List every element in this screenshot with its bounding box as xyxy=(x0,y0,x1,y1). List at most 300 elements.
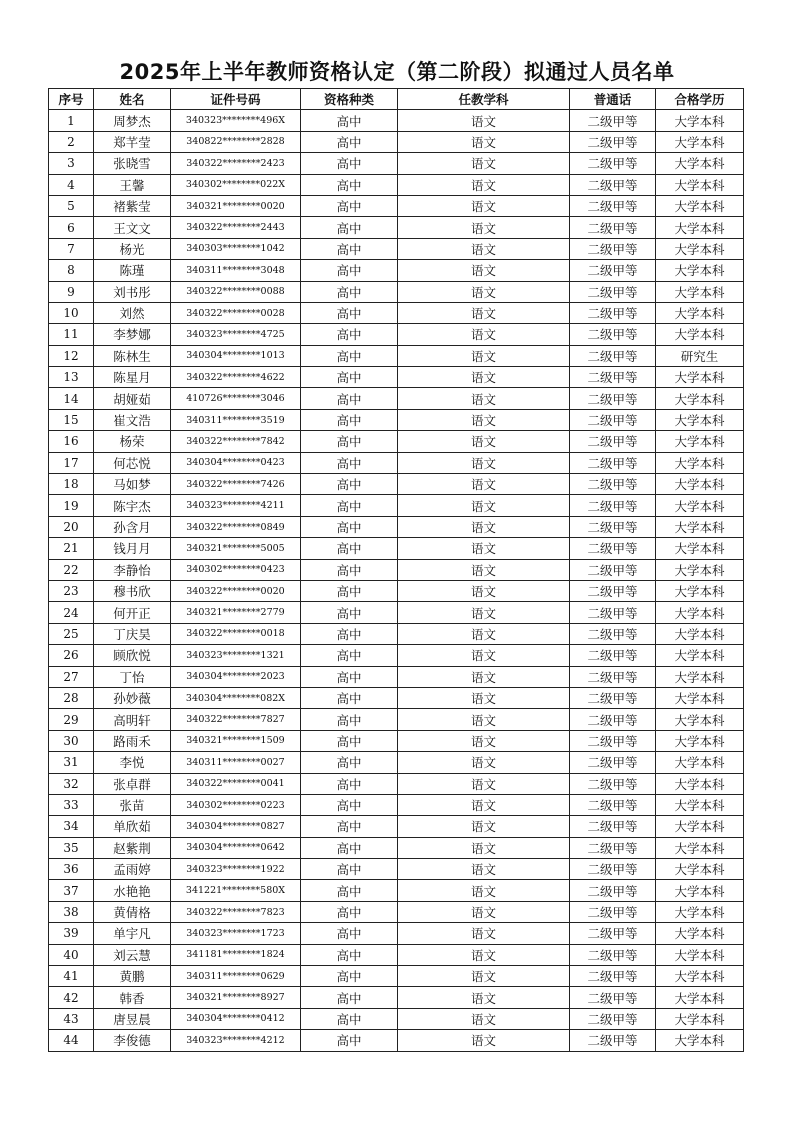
cell-name: 李静怡 xyxy=(94,559,171,580)
cell-qualification-type: 高中 xyxy=(301,666,398,687)
cell-subject: 语文 xyxy=(398,923,570,944)
cell-education: 大学本科 xyxy=(656,474,744,495)
table-row xyxy=(49,816,744,837)
cell-subject: 语文 xyxy=(398,773,570,794)
cell-mandarin-level: 二级甲等 xyxy=(570,773,656,794)
column-header-subject: 任教学科 xyxy=(398,89,570,110)
cell-education: 大学本科 xyxy=(656,1030,744,1051)
cell-mandarin-level: 二级甲等 xyxy=(570,623,656,644)
cell-qualification-type: 高中 xyxy=(301,687,398,708)
cell-subject: 语文 xyxy=(398,474,570,495)
cell-qualification-type: 高中 xyxy=(301,217,398,238)
cell-id-number: 340323********1321 xyxy=(171,645,301,666)
cell-qualification-type: 高中 xyxy=(301,816,398,837)
cell-name: 唐昱晨 xyxy=(94,1008,171,1029)
cell-name: 路雨禾 xyxy=(94,730,171,751)
cell-subject: 语文 xyxy=(398,859,570,880)
cell-qualification-type: 高中 xyxy=(301,388,398,409)
cell-id-number: 340323********496X xyxy=(171,110,301,131)
cell-name: 韩香 xyxy=(94,987,171,1008)
cell-index: 44 xyxy=(49,1030,94,1051)
cell-education: 大学本科 xyxy=(656,388,744,409)
cell-education: 大学本科 xyxy=(656,324,744,345)
cell-mandarin-level: 二级甲等 xyxy=(570,730,656,751)
cell-index: 19 xyxy=(49,495,94,516)
cell-id-number: 340311********0629 xyxy=(171,966,301,987)
cell-mandarin-level: 二级甲等 xyxy=(570,217,656,238)
table-row xyxy=(49,1030,744,1051)
cell-mandarin-level: 二级甲等 xyxy=(570,987,656,1008)
cell-id-number: 340321********0020 xyxy=(171,195,301,216)
cell-index: 36 xyxy=(49,859,94,880)
cell-subject: 语文 xyxy=(398,153,570,174)
cell-index: 37 xyxy=(49,880,94,901)
cell-mandarin-level: 二级甲等 xyxy=(570,752,656,773)
cell-subject: 语文 xyxy=(398,324,570,345)
cell-name: 郑芊莹 xyxy=(94,131,171,152)
cell-qualification-type: 高中 xyxy=(301,859,398,880)
cell-id-number: 340323********1922 xyxy=(171,859,301,880)
cell-id-number: 340304********082X xyxy=(171,687,301,708)
cell-qualification-type: 高中 xyxy=(301,773,398,794)
cell-name: 单宇凡 xyxy=(94,923,171,944)
table-row xyxy=(49,901,744,922)
cell-mandarin-level: 二级甲等 xyxy=(570,516,656,537)
cell-id-number: 341181********1824 xyxy=(171,944,301,965)
cell-name: 何芯悦 xyxy=(94,452,171,473)
cell-name: 孙含月 xyxy=(94,516,171,537)
cell-id-number: 340311********0027 xyxy=(171,752,301,773)
cell-index: 27 xyxy=(49,666,94,687)
cell-id-number: 340322********0020 xyxy=(171,580,301,601)
cell-education: 大学本科 xyxy=(656,901,744,922)
table-row xyxy=(49,966,744,987)
cell-mandarin-level: 二级甲等 xyxy=(570,944,656,965)
cell-qualification-type: 高中 xyxy=(301,260,398,281)
cell-mandarin-level: 二级甲等 xyxy=(570,324,656,345)
column-header-id-number: 证件号码 xyxy=(171,89,301,110)
cell-index: 3 xyxy=(49,153,94,174)
cell-name: 王馨 xyxy=(94,174,171,195)
cell-subject: 语文 xyxy=(398,495,570,516)
cell-education: 大学本科 xyxy=(656,431,744,452)
table-row xyxy=(49,880,744,901)
cell-mandarin-level: 二级甲等 xyxy=(570,687,656,708)
cell-mandarin-level: 二级甲等 xyxy=(570,837,656,858)
cell-mandarin-level: 二级甲等 xyxy=(570,474,656,495)
table-row xyxy=(49,238,744,259)
cell-index: 6 xyxy=(49,217,94,238)
table-row xyxy=(49,623,744,644)
cell-subject: 语文 xyxy=(398,987,570,1008)
cell-qualification-type: 高中 xyxy=(301,516,398,537)
cell-qualification-type: 高中 xyxy=(301,495,398,516)
cell-index: 35 xyxy=(49,837,94,858)
cell-education: 大学本科 xyxy=(656,645,744,666)
cell-index: 10 xyxy=(49,302,94,323)
cell-subject: 语文 xyxy=(398,816,570,837)
cell-education: 大学本科 xyxy=(656,794,744,815)
cell-education: 大学本科 xyxy=(656,260,744,281)
cell-mandarin-level: 二级甲等 xyxy=(570,666,656,687)
cell-mandarin-level: 二级甲等 xyxy=(570,345,656,366)
cell-name: 何开正 xyxy=(94,602,171,623)
cell-name: 周梦杰 xyxy=(94,110,171,131)
cell-education: 大学本科 xyxy=(656,302,744,323)
cell-index: 20 xyxy=(49,516,94,537)
table-row xyxy=(49,131,744,152)
cell-education: 大学本科 xyxy=(656,174,744,195)
cell-education: 大学本科 xyxy=(656,709,744,730)
cell-name: 李悦 xyxy=(94,752,171,773)
table-row xyxy=(49,302,744,323)
cell-index: 22 xyxy=(49,559,94,580)
cell-subject: 语文 xyxy=(398,217,570,238)
cell-name: 张苗 xyxy=(94,794,171,815)
table-row xyxy=(49,559,744,580)
column-header-education: 合格学历 xyxy=(656,89,744,110)
cell-index: 30 xyxy=(49,730,94,751)
cell-id-number: 340323********4211 xyxy=(171,495,301,516)
table-row xyxy=(49,859,744,880)
cell-qualification-type: 高中 xyxy=(301,1030,398,1051)
cell-id-number: 340322********7426 xyxy=(171,474,301,495)
cell-name: 黄倩格 xyxy=(94,901,171,922)
cell-index: 4 xyxy=(49,174,94,195)
cell-name: 陈星月 xyxy=(94,367,171,388)
cell-index: 42 xyxy=(49,987,94,1008)
cell-mandarin-level: 二级甲等 xyxy=(570,110,656,131)
cell-education: 大学本科 xyxy=(656,559,744,580)
cell-subject: 语文 xyxy=(398,1008,570,1029)
cell-qualification-type: 高中 xyxy=(301,409,398,430)
cell-subject: 语文 xyxy=(398,538,570,559)
cell-index: 32 xyxy=(49,773,94,794)
cell-subject: 语文 xyxy=(398,367,570,388)
cell-subject: 语文 xyxy=(398,238,570,259)
cell-name: 杨光 xyxy=(94,238,171,259)
cell-qualification-type: 高中 xyxy=(301,174,398,195)
cell-qualification-type: 高中 xyxy=(301,559,398,580)
cell-education: 大学本科 xyxy=(656,773,744,794)
cell-subject: 语文 xyxy=(398,388,570,409)
cell-index: 16 xyxy=(49,431,94,452)
cell-index: 9 xyxy=(49,281,94,302)
cell-id-number: 340323********1723 xyxy=(171,923,301,944)
cell-education: 大学本科 xyxy=(656,217,744,238)
table-row xyxy=(49,752,744,773)
table-row xyxy=(49,1008,744,1029)
table-row xyxy=(49,794,744,815)
cell-id-number: 340822********2828 xyxy=(171,131,301,152)
cell-name: 高明轩 xyxy=(94,709,171,730)
table-row xyxy=(49,388,744,409)
column-header-name: 姓名 xyxy=(94,89,171,110)
cell-id-number: 340304********1013 xyxy=(171,345,301,366)
cell-education: 大学本科 xyxy=(656,195,744,216)
cell-index: 43 xyxy=(49,1008,94,1029)
cell-qualification-type: 高中 xyxy=(301,794,398,815)
cell-name: 刘书彤 xyxy=(94,281,171,302)
cell-id-number: 340321********8927 xyxy=(171,987,301,1008)
table-row xyxy=(49,474,744,495)
cell-qualification-type: 高中 xyxy=(301,452,398,473)
cell-qualification-type: 高中 xyxy=(301,730,398,751)
cell-education: 大学本科 xyxy=(656,281,744,302)
cell-education: 大学本科 xyxy=(656,880,744,901)
cell-education: 大学本科 xyxy=(656,110,744,131)
page-title: 2025年上半年教师资格认定（第二阶段）拟通过人员名单 xyxy=(119,60,675,84)
cell-education: 大学本科 xyxy=(656,580,744,601)
table-row xyxy=(49,345,744,366)
cell-subject: 语文 xyxy=(398,174,570,195)
table-row xyxy=(49,516,744,537)
roster-table xyxy=(48,88,744,1052)
cell-name: 杨荣 xyxy=(94,431,171,452)
cell-id-number: 340304********0827 xyxy=(171,816,301,837)
cell-subject: 语文 xyxy=(398,281,570,302)
cell-mandarin-level: 二级甲等 xyxy=(570,559,656,580)
cell-qualification-type: 高中 xyxy=(301,880,398,901)
cell-index: 23 xyxy=(49,580,94,601)
cell-education: 大学本科 xyxy=(656,153,744,174)
cell-qualification-type: 高中 xyxy=(301,324,398,345)
cell-index: 11 xyxy=(49,324,94,345)
cell-id-number: 340322********0028 xyxy=(171,302,301,323)
table-row xyxy=(49,709,744,730)
cell-qualification-type: 高中 xyxy=(301,752,398,773)
cell-mandarin-level: 二级甲等 xyxy=(570,709,656,730)
cell-mandarin-level: 二级甲等 xyxy=(570,880,656,901)
cell-id-number: 340304********0412 xyxy=(171,1008,301,1029)
cell-subject: 语文 xyxy=(398,516,570,537)
cell-id-number: 340302********022X xyxy=(171,174,301,195)
cell-education: 大学本科 xyxy=(656,666,744,687)
cell-qualification-type: 高中 xyxy=(301,431,398,452)
cell-index: 40 xyxy=(49,944,94,965)
cell-qualification-type: 高中 xyxy=(301,837,398,858)
cell-qualification-type: 高中 xyxy=(301,238,398,259)
cell-name: 刘然 xyxy=(94,302,171,323)
cell-index: 39 xyxy=(49,923,94,944)
cell-name: 刘云慧 xyxy=(94,944,171,965)
cell-index: 18 xyxy=(49,474,94,495)
cell-index: 7 xyxy=(49,238,94,259)
cell-id-number: 340304********2023 xyxy=(171,666,301,687)
cell-name: 穆书欣 xyxy=(94,580,171,601)
cell-mandarin-level: 二级甲等 xyxy=(570,302,656,323)
table-row xyxy=(49,324,744,345)
table-row xyxy=(49,687,744,708)
table-row xyxy=(49,217,744,238)
cell-mandarin-level: 二级甲等 xyxy=(570,1030,656,1051)
cell-subject: 语文 xyxy=(398,260,570,281)
cell-mandarin-level: 二级甲等 xyxy=(570,580,656,601)
table-row xyxy=(49,153,744,174)
cell-subject: 语文 xyxy=(398,580,570,601)
cell-qualification-type: 高中 xyxy=(301,1008,398,1029)
cell-qualification-type: 高中 xyxy=(301,345,398,366)
cell-education: 研究生 xyxy=(656,345,744,366)
cell-name: 黄鹏 xyxy=(94,966,171,987)
table-row xyxy=(49,837,744,858)
cell-qualification-type: 高中 xyxy=(301,281,398,302)
cell-mandarin-level: 二级甲等 xyxy=(570,174,656,195)
table-row xyxy=(49,923,744,944)
table-row xyxy=(49,281,744,302)
cell-id-number: 340322********7823 xyxy=(171,901,301,922)
cell-mandarin-level: 二级甲等 xyxy=(570,794,656,815)
cell-mandarin-level: 二级甲等 xyxy=(570,238,656,259)
table-row xyxy=(49,431,744,452)
cell-index: 33 xyxy=(49,794,94,815)
cell-mandarin-level: 二级甲等 xyxy=(570,153,656,174)
cell-subject: 语文 xyxy=(398,623,570,644)
cell-id-number: 340321********5005 xyxy=(171,538,301,559)
cell-subject: 语文 xyxy=(398,794,570,815)
cell-education: 大学本科 xyxy=(656,859,744,880)
cell-name: 崔文浩 xyxy=(94,409,171,430)
cell-mandarin-level: 二级甲等 xyxy=(570,538,656,559)
cell-index: 41 xyxy=(49,966,94,987)
table-row xyxy=(49,260,744,281)
cell-education: 大学本科 xyxy=(656,752,744,773)
cell-education: 大学本科 xyxy=(656,816,744,837)
cell-subject: 语文 xyxy=(398,345,570,366)
cell-name: 张晓雪 xyxy=(94,153,171,174)
cell-name: 孟雨婷 xyxy=(94,859,171,880)
cell-id-number: 340322********0849 xyxy=(171,516,301,537)
cell-name: 胡娅茹 xyxy=(94,388,171,409)
cell-subject: 语文 xyxy=(398,1030,570,1051)
cell-subject: 语文 xyxy=(398,452,570,473)
cell-name: 陈瑾 xyxy=(94,260,171,281)
cell-education: 大学本科 xyxy=(656,966,744,987)
table-row xyxy=(49,666,744,687)
column-header-index: 序号 xyxy=(49,89,94,110)
cell-id-number: 340302********0223 xyxy=(171,794,301,815)
cell-name: 顾欣悦 xyxy=(94,645,171,666)
cell-qualification-type: 高中 xyxy=(301,195,398,216)
cell-name: 李梦娜 xyxy=(94,324,171,345)
cell-subject: 语文 xyxy=(398,730,570,751)
cell-subject: 语文 xyxy=(398,880,570,901)
cell-index: 28 xyxy=(49,687,94,708)
cell-subject: 语文 xyxy=(398,666,570,687)
cell-id-number: 340311********3519 xyxy=(171,409,301,430)
cell-name: 丁庆昊 xyxy=(94,623,171,644)
cell-education: 大学本科 xyxy=(656,409,744,430)
table-row xyxy=(49,944,744,965)
cell-mandarin-level: 二级甲等 xyxy=(570,859,656,880)
cell-id-number: 340304********0423 xyxy=(171,452,301,473)
cell-name: 马如梦 xyxy=(94,474,171,495)
cell-education: 大学本科 xyxy=(656,687,744,708)
cell-id-number: 340304********0642 xyxy=(171,837,301,858)
cell-id-number: 410726********3046 xyxy=(171,388,301,409)
table-row xyxy=(49,452,744,473)
cell-qualification-type: 高中 xyxy=(301,110,398,131)
cell-mandarin-level: 二级甲等 xyxy=(570,1008,656,1029)
cell-qualification-type: 高中 xyxy=(301,602,398,623)
cell-mandarin-level: 二级甲等 xyxy=(570,388,656,409)
column-header-mandarin-level: 普通话 xyxy=(570,89,656,110)
table-row xyxy=(49,110,744,131)
cell-subject: 语文 xyxy=(398,431,570,452)
table-row xyxy=(49,367,744,388)
cell-qualification-type: 高中 xyxy=(301,623,398,644)
cell-id-number: 340322********0018 xyxy=(171,623,301,644)
cell-name: 孙妙薇 xyxy=(94,687,171,708)
table-row xyxy=(49,409,744,430)
cell-qualification-type: 高中 xyxy=(301,709,398,730)
cell-index: 15 xyxy=(49,409,94,430)
cell-id-number: 340322********7827 xyxy=(171,709,301,730)
cell-id-number: 340322********2443 xyxy=(171,217,301,238)
cell-name: 水艳艳 xyxy=(94,880,171,901)
cell-qualification-type: 高中 xyxy=(301,131,398,152)
cell-index: 5 xyxy=(49,195,94,216)
table-row xyxy=(49,773,744,794)
cell-name: 陈宇杰 xyxy=(94,495,171,516)
cell-index: 25 xyxy=(49,623,94,644)
cell-qualification-type: 高中 xyxy=(301,153,398,174)
cell-index: 1 xyxy=(49,110,94,131)
cell-qualification-type: 高中 xyxy=(301,901,398,922)
cell-qualification-type: 高中 xyxy=(301,302,398,323)
cell-id-number: 340311********3048 xyxy=(171,260,301,281)
cell-mandarin-level: 二级甲等 xyxy=(570,367,656,388)
table-row xyxy=(49,174,744,195)
cell-name: 褚紫莹 xyxy=(94,195,171,216)
cell-education: 大学本科 xyxy=(656,623,744,644)
cell-mandarin-level: 二级甲等 xyxy=(570,901,656,922)
table-row xyxy=(49,495,744,516)
cell-mandarin-level: 二级甲等 xyxy=(570,966,656,987)
cell-index: 12 xyxy=(49,345,94,366)
cell-qualification-type: 高中 xyxy=(301,966,398,987)
cell-mandarin-level: 二级甲等 xyxy=(570,260,656,281)
cell-mandarin-level: 二级甲等 xyxy=(570,602,656,623)
cell-id-number: 340322********0088 xyxy=(171,281,301,302)
cell-education: 大学本科 xyxy=(656,516,744,537)
cell-qualification-type: 高中 xyxy=(301,944,398,965)
cell-id-number: 340322********7842 xyxy=(171,431,301,452)
cell-education: 大学本科 xyxy=(656,923,744,944)
cell-qualification-type: 高中 xyxy=(301,367,398,388)
column-header-qualification-type: 资格种类 xyxy=(301,89,398,110)
cell-mandarin-level: 二级甲等 xyxy=(570,452,656,473)
cell-education: 大学本科 xyxy=(656,987,744,1008)
cell-education: 大学本科 xyxy=(656,837,744,858)
cell-education: 大学本科 xyxy=(656,730,744,751)
cell-education: 大学本科 xyxy=(656,1008,744,1029)
cell-name: 赵紫荆 xyxy=(94,837,171,858)
cell-qualification-type: 高中 xyxy=(301,923,398,944)
cell-name: 张卓群 xyxy=(94,773,171,794)
table-row xyxy=(49,602,744,623)
cell-education: 大学本科 xyxy=(656,131,744,152)
cell-education: 大学本科 xyxy=(656,944,744,965)
cell-index: 8 xyxy=(49,260,94,281)
cell-qualification-type: 高中 xyxy=(301,645,398,666)
cell-name: 王文文 xyxy=(94,217,171,238)
cell-subject: 语文 xyxy=(398,687,570,708)
cell-id-number: 340323********4725 xyxy=(171,324,301,345)
table-row xyxy=(49,987,744,1008)
cell-subject: 语文 xyxy=(398,752,570,773)
cell-subject: 语文 xyxy=(398,966,570,987)
